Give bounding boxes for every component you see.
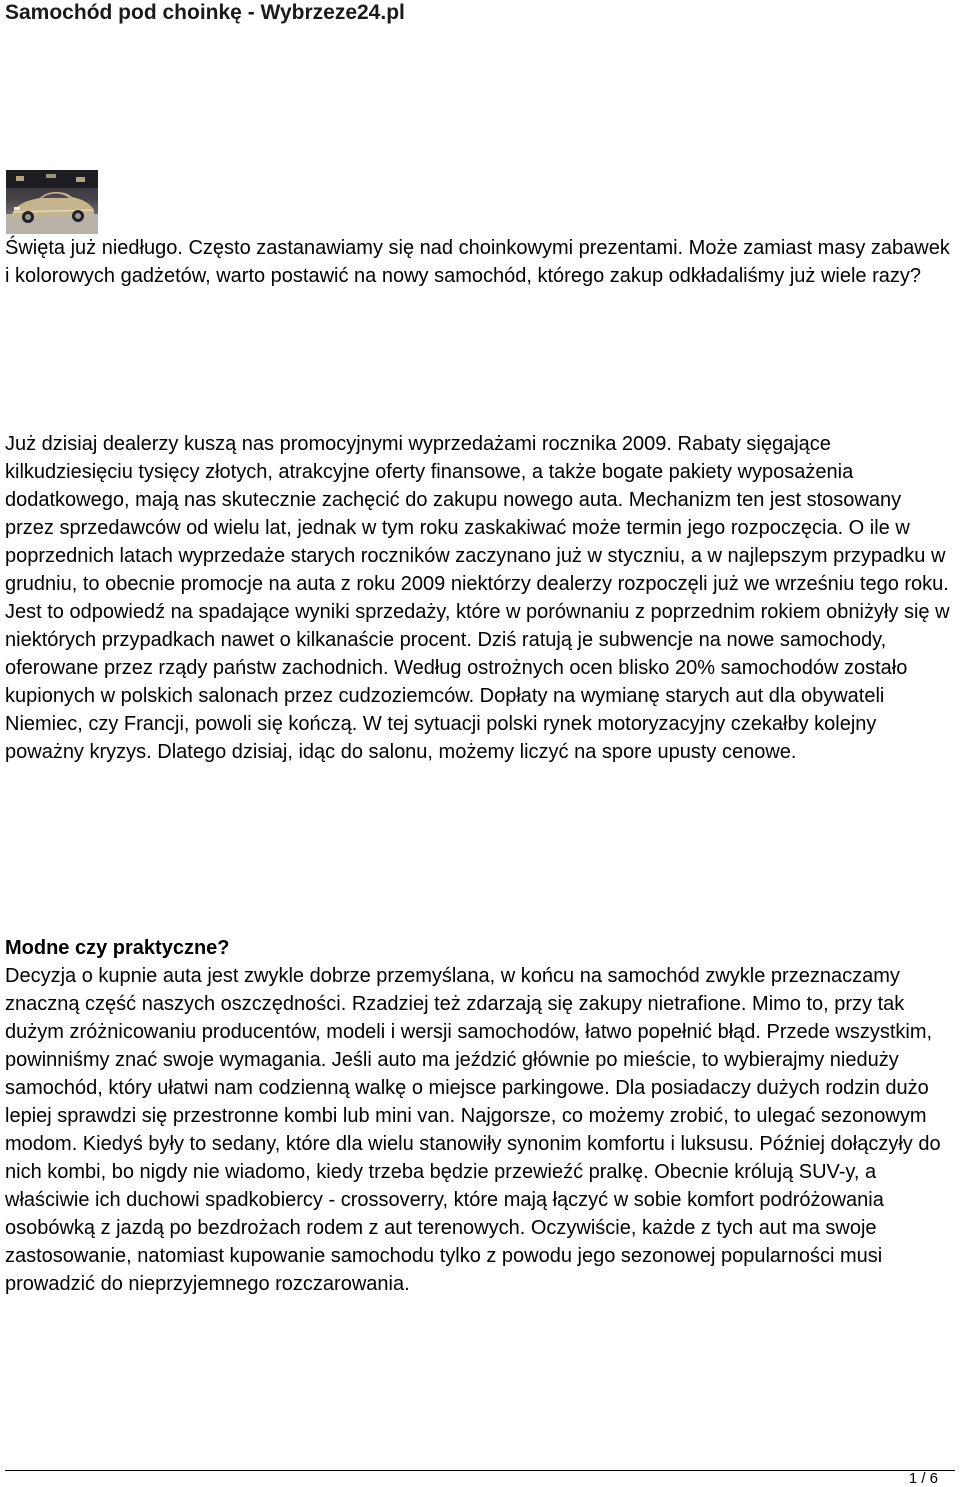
intro-text: Święta już niedługo. Często zastanawiamy się nad choinkowymi prezentami. Może zamiast masy zabawek i kolorowych gadżetów, warto postawić na nowy samochód, którego zakup odkładaliśmy już wiele razy? <box>5 237 950 287</box>
car-photo-icon <box>6 170 98 234</box>
footer-divider <box>5 1470 955 1471</box>
section-fashion <box>5 934 955 1298</box>
page-number: 1 / 6 <box>908 1470 938 1487</box>
section-fashion-text: Decyzja o kupnie auta jest zwykle dobrze przemyślana, w końcu na samochód zwykle przeznaczamy znaczną część naszych oszczędności. Rzadziej też zdarzają się zakupy nietrafione. Mimo to, przy tak dużym zróżnicowaniu producentów, modeli i wersji samochodów, łatwo popełnić błąd. Przede wszystkim, powinniśmy znać swoje wymagania. Jeśli auto ma jeździć głównie po mieście, to wybierajmy nieduży samochód, który ułatwi nam codzienną walkę o miejsce parkingowe. Dla posiadaczy dużych rodzin dużo lepiej sprawdzi się przestronne kombi lub mini van. Najgorsze, co możemy zrobić, to ulegać sezonowym modom. Kiedyś były to sedany, które dla wielu stanowiły synonim komfortu i luksusu. Później dołączyły do nich kombi, bo nigdy nie wiadomo, kiedy trzeba będzie przewieźć pralkę. Obecnie królują SUV-y, a właściwie ich duchowi spadkobiercy - crossoverry, które mają łączyć w sobie komfort podróżowania osobówką z jazdą po bezdrożach rodem z aut terenowych. Oczywiście, każde z tych aut ma swoje zastosowanie, natomiast kupowanie samochodu tylko z powodu jego sezonowej popularności musi prowadzić do nieprzyjemnego rozczarowania. <box>5 965 941 1295</box>
section-dealers <box>5 430 955 766</box>
section-dealers-text: Już dzisiaj dealerzy kuszą nas promocyjnymi wyprzedażami rocznika 2009. Rabaty sięgające kilkudziesięciu tysięcy złotych, atrakcyjne oferty finansowe, a także bogate pakiety wyposażenia dodatkowego, mają nas skutecznie zachęcić do zakupu nowego auta. Mechanizm ten jest stosowany przez sprzedawców od wielu lat, jednak w tym roku zaskakiwać może termin jego rozpoczęcia. O ile w poprzednich latach wyprzedaże starych roczników zaczynano już w styczniu, a w najlepszym przypadku w grudniu, to obecnie promocje na auta z roku 2009 niektórzy dealerzy rozpoczęli już we wrześniu tego roku. Jest to odpowiedź na spadające wyniki sprzedaży, które w porównaniu z poprzednim rokiem obniżyły się w niektórych przypadkach nawet o kilkanaście procent. Dziś ratują je subwencje na nowe samochody, oferowane przez rządy państw zachodnich. Według ostrożnych ocen blisko 20% samochodów zostało kupionych w polskich salonach przez cudzoziemców. Dopłaty na wymianę starych aut dla obywateli Niemiec, czy Francji, powoli się kończą. W tej sytuacji polski rynek motoryzacyjny czekałby kolejny poważny kryzys. Dlatego dzisiaj, idąc do salonu, możemy liczyć na spore upusty cenowe. <box>5 433 950 763</box>
intro-paragraph <box>5 234 955 290</box>
section-heading: Modne czy praktyczne? <box>5 937 230 959</box>
car-photo-graphic <box>6 170 98 234</box>
page-title: Samochód pod choinkę - Wybrzeze24.pl <box>5 1 405 24</box>
